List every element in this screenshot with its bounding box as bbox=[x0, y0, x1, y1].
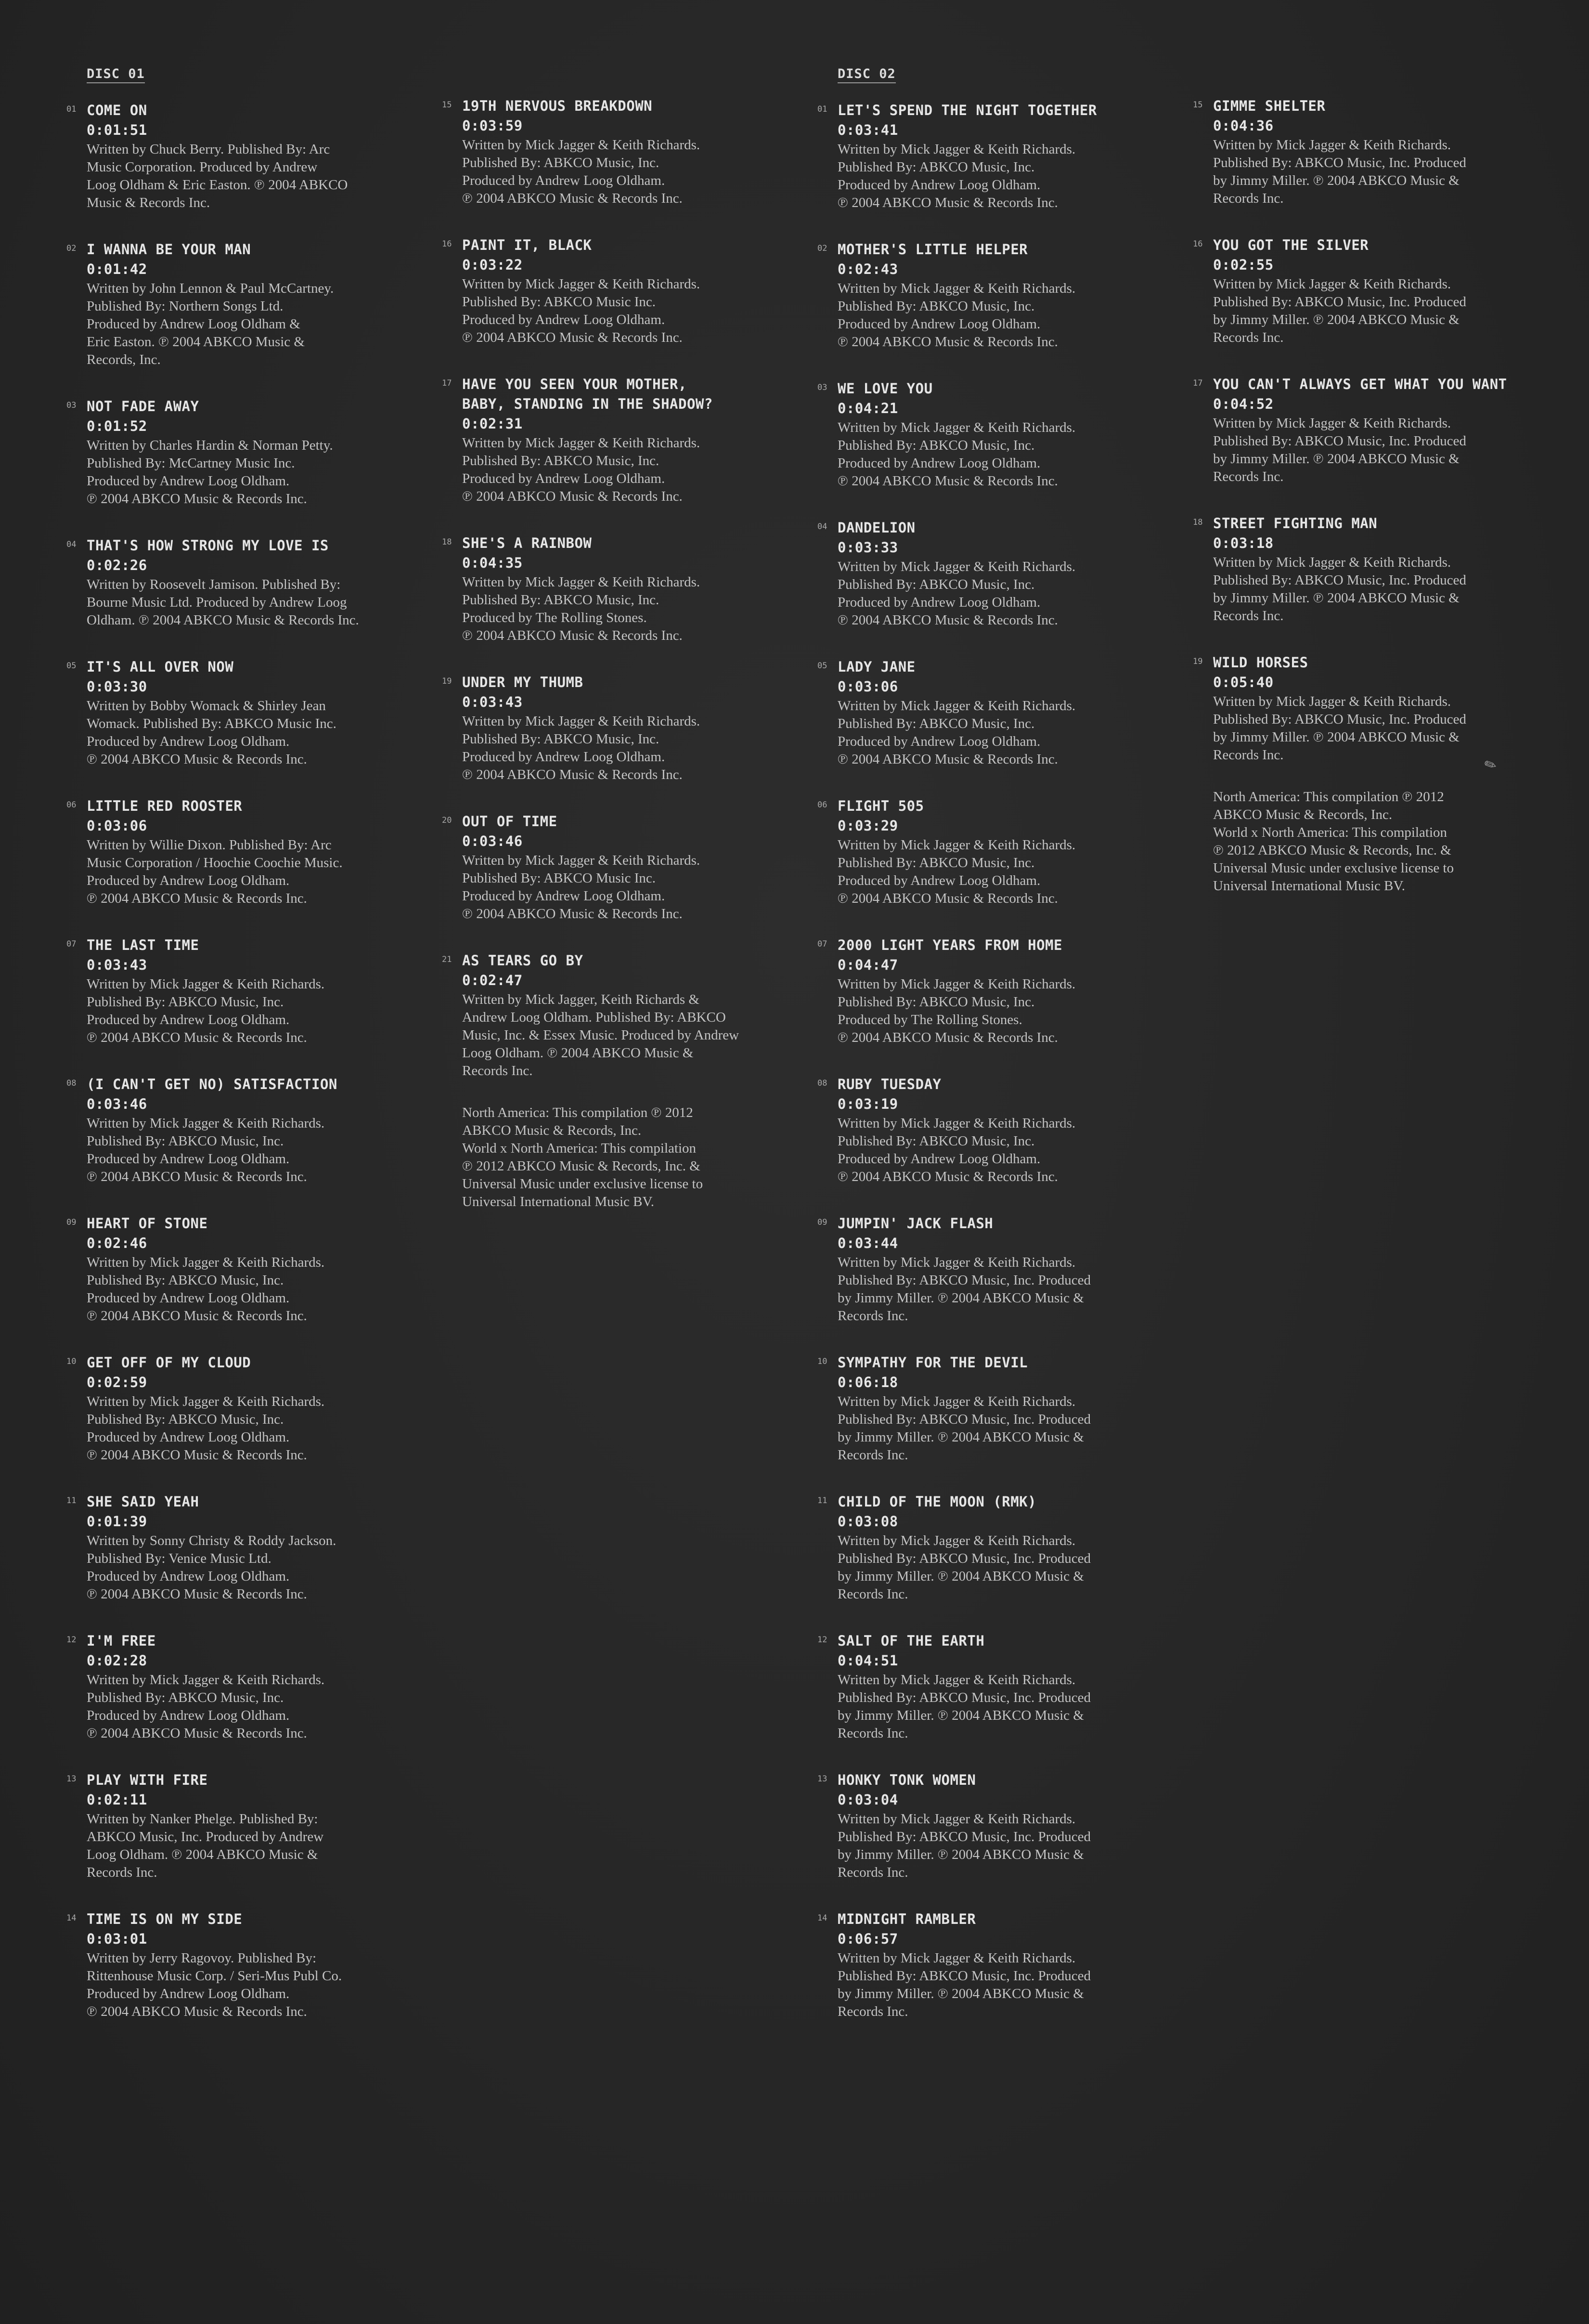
track-item bbox=[817, 1214, 1154, 1325]
track-item bbox=[1193, 653, 1530, 764]
track-duration: 0:04:52 bbox=[1213, 396, 1274, 412]
track-duration: 0:02:11 bbox=[87, 1792, 147, 1808]
track-item bbox=[66, 1770, 403, 1882]
track-item bbox=[817, 1353, 1154, 1464]
track-number: 17 bbox=[1193, 378, 1203, 388]
track-item bbox=[66, 657, 403, 768]
tracklist bbox=[442, 96, 779, 1211]
track-item bbox=[66, 1909, 403, 2021]
track-item bbox=[66, 240, 403, 369]
track-duration: 0:03:06 bbox=[87, 818, 147, 834]
disc-2-column-1 bbox=[817, 66, 1154, 2049]
track-item bbox=[66, 935, 403, 1047]
track-credit: Written by Mick Jagger & Keith Richards. Published By: ABKCO Music, Inc. Produced by Andrew Loog Oldham. ℗ 2004 ABKCO Music & Records Inc. bbox=[838, 1116, 1076, 1184]
track-credit: Written by Mick Jagger & Keith Richards. Published By: ABKCO Music, Inc. Produced by The Rolling Stones. ℗ 2004 ABKCO Music & Records Inc. bbox=[462, 574, 700, 643]
track-duration: 0:02:31 bbox=[462, 415, 523, 432]
track-credit: Written by Mick Jagger & Keith Richards. Published By: ABKCO Music, Inc. Produced by Andrew Loog Oldham. ℗ 2004 ABKCO Music & Records Inc. bbox=[838, 698, 1076, 767]
tracklist bbox=[1193, 96, 1530, 895]
track-title: JUMPIN' JACK FLASH bbox=[838, 1215, 994, 1232]
track-duration: 0:03:19 bbox=[838, 1096, 898, 1112]
track-number: 09 bbox=[66, 1218, 77, 1227]
track-item bbox=[1193, 375, 1530, 486]
track-title: HAVE YOU SEEN YOUR MOTHER, BABY, STANDING IN THE SHADOW? bbox=[462, 376, 713, 412]
track-credit: Written by Mick Jagger & Keith Richards. Published By: ABKCO Music, Inc. Produced by Andrew Loog Oldham. ℗ 2004 ABKCO Music & Records Inc. bbox=[87, 1394, 325, 1463]
track-item bbox=[66, 1075, 403, 1186]
track-title: WE LOVE YOU bbox=[838, 380, 933, 397]
track-credit: Written by Mick Jagger & Keith Richards. Published By: ABKCO Music, Inc. Produced by Andrew Loog Oldham. ℗ 2004 ABKCO Music & Records Inc. bbox=[462, 435, 700, 504]
track-item bbox=[66, 101, 403, 212]
track-title: SALT OF THE EARTH bbox=[838, 1633, 985, 1649]
track-credit: Written by Mick Jagger, Keith Richards & Andrew Loog Oldham. Published By: ABKCO Music, Inc. & Essex Music. Produced by Andrew Loog Oldham. ℗ 2004 ABKCO Music & Records Inc. bbox=[462, 992, 739, 1078]
track-item bbox=[442, 951, 779, 1080]
track-number: 11 bbox=[817, 1496, 827, 1506]
track-number: 15 bbox=[442, 100, 452, 110]
track-duration: 0:02:59 bbox=[87, 1374, 147, 1390]
track-number: 14 bbox=[817, 1913, 827, 1923]
track-number: 18 bbox=[442, 537, 452, 547]
track-number: 19 bbox=[442, 676, 452, 686]
track-credit: Written by Mick Jagger & Keith Richards. Published By: ABKCO Music, Inc. Produced by Jimmy Miller. ℗ 2004 ABKCO Music & Records Inc. bbox=[838, 1811, 1091, 1880]
track-title: I'M FREE bbox=[87, 1633, 156, 1649]
track-item bbox=[66, 1631, 403, 1742]
track-item bbox=[817, 657, 1154, 768]
track-duration: 0:03:29 bbox=[838, 818, 898, 834]
track-credit: Written by Mick Jagger & Keith Richards. Published By: ABKCO Music, Inc. Produced by Jimmy Miller. ℗ 2004 ABKCO Music & Records Inc. bbox=[1213, 555, 1467, 623]
track-credit: Written by Mick Jagger & Keith Richards. Published By: ABKCO Music, Inc. Produced by Andrew Loog Oldham. ℗ 2004 ABKCO Music & Records Inc. bbox=[87, 976, 325, 1045]
track-number: 02 bbox=[817, 244, 827, 253]
track-title: LET'S SPEND THE NIGHT TOGETHER bbox=[838, 102, 1097, 118]
track-item bbox=[442, 812, 779, 923]
track-credit: Written by Roosevelt Jamison. Published By: Bourne Music Ltd. Produced by Andrew Loog Oldham. ℗ 2004 ABKCO Music & Records Inc. bbox=[87, 577, 359, 628]
track-title: YOU CAN'T ALWAYS GET WHAT YOU WANT bbox=[1213, 376, 1507, 392]
track-title: CHILD OF THE MOON (RMK) bbox=[838, 1493, 1037, 1510]
track-duration: 0:04:21 bbox=[838, 400, 898, 416]
track-duration: 0:03:41 bbox=[838, 122, 898, 138]
track-title: MOTHER'S LITTLE HELPER bbox=[838, 241, 1028, 258]
track-item bbox=[817, 1075, 1154, 1186]
track-title: GIMME SHELTER bbox=[1213, 98, 1326, 114]
track-duration: 0:03:43 bbox=[462, 694, 523, 710]
track-duration: 0:05:40 bbox=[1213, 674, 1274, 690]
track-duration: 0:06:18 bbox=[838, 1374, 898, 1390]
track-credit: Written by Chuck Berry. Published By: Arc Music Corporation. Produced by Andrew Loog Oldham & Eric Easton. ℗ 2004 ABKCO Music & Records Inc. bbox=[87, 142, 348, 210]
track-duration: 0:03:59 bbox=[462, 117, 523, 134]
track-credit: Written by Mick Jagger & Keith Richards. Published By: ABKCO Music, Inc. Produced by Jimmy Miller. ℗ 2004 ABKCO Music & Records Inc. bbox=[1213, 137, 1467, 206]
track-item bbox=[442, 96, 779, 208]
disc-1-column-2 bbox=[442, 66, 779, 1211]
track-title: FLIGHT 505 bbox=[838, 798, 924, 814]
pencil-icon: ✎ bbox=[1481, 755, 1500, 776]
track-duration: 0:02:28 bbox=[87, 1652, 147, 1669]
track-credit: Written by Mick Jagger & Keith Richards. Published By: ABKCO Music, Inc. Produced by Jimmy Miller. ℗ 2004 ABKCO Music & Records Inc. bbox=[1213, 415, 1467, 484]
track-item bbox=[817, 1909, 1154, 2021]
track-title: IT'S ALL OVER NOW bbox=[87, 659, 234, 675]
track-duration: 0:01:51 bbox=[87, 122, 147, 138]
track-item bbox=[442, 235, 779, 347]
track-duration: 0:03:22 bbox=[462, 257, 523, 273]
track-number: 07 bbox=[66, 939, 77, 949]
track-credit: Written by Mick Jagger & Keith Richards. Published By: ABKCO Music, Inc. Produced by Andrew Loog Oldham. ℗ 2004 ABKCO Music & Records Inc. bbox=[87, 1116, 325, 1184]
disc-label: DISC 02 bbox=[838, 66, 896, 83]
track-duration: 0:02:43 bbox=[838, 261, 898, 277]
track-duration: 0:06:57 bbox=[838, 1931, 898, 1947]
track-credit: Written by Mick Jagger & Keith Richards. Published By: ABKCO Music, Inc. Produced by Jimmy Miller. ℗ 2004 ABKCO Music & Records Inc. bbox=[838, 1672, 1091, 1741]
track-number: 19 bbox=[1193, 657, 1203, 666]
track-title: SHE SAID YEAH bbox=[87, 1493, 199, 1510]
track-title: (I CAN'T GET NO) SATISFACTION bbox=[87, 1076, 337, 1092]
track-title: SYMPATHY FOR THE DEVIL bbox=[838, 1354, 1028, 1371]
track-title: UNDER MY THUMB bbox=[462, 674, 583, 690]
track-credit: Written by Mick Jagger & Keith Richards. Published By: ABKCO Music, Inc. Produced by Andrew Loog Oldham. ℗ 2004 ABKCO Music & Records Inc. bbox=[838, 559, 1076, 628]
track-number: 11 bbox=[66, 1496, 77, 1506]
track-credit: Written by Mick Jagger & Keith Richards. Published By: ABKCO Music, Inc. Produced by Andrew Loog Oldham. ℗ 2004 ABKCO Music & Records Inc. bbox=[87, 1672, 325, 1741]
track-credit: Written by Mick Jagger & Keith Richards. Published By: ABKCO Music, Inc. Produced by Andrew Loog Oldham. ℗ 2004 ABKCO Music & Records Inc. bbox=[462, 137, 700, 206]
track-duration: 0:03:30 bbox=[87, 678, 147, 695]
track-duration: 0:04:51 bbox=[838, 1652, 898, 1669]
track-credit: Written by Mick Jagger & Keith Richards. Published By: ABKCO Music Inc. Produced by Andrew Loog Oldham. ℗ 2004 ABKCO Music & Records Inc. bbox=[462, 276, 700, 345]
track-duration: 0:04:36 bbox=[1213, 117, 1274, 134]
track-number: 17 bbox=[442, 378, 452, 388]
track-number: 01 bbox=[817, 104, 827, 114]
track-title: THAT'S HOW STRONG MY LOVE IS bbox=[87, 537, 329, 554]
track-number: 02 bbox=[66, 244, 77, 253]
track-number: 06 bbox=[817, 800, 827, 810]
track-item bbox=[66, 536, 403, 629]
track-number: 21 bbox=[442, 955, 452, 964]
track-number: 12 bbox=[817, 1635, 827, 1645]
track-title: YOU GOT THE SILVER bbox=[1213, 237, 1369, 253]
track-item bbox=[66, 1214, 403, 1325]
track-number: 04 bbox=[66, 540, 77, 549]
track-credit: Written by Mick Jagger & Keith Richards. Published By: ABKCO Music, Inc. Produced by Andrew Loog Oldham. ℗ 2004 ABKCO Music & Records Inc. bbox=[838, 837, 1076, 906]
track-number: 06 bbox=[66, 800, 77, 810]
track-number: 01 bbox=[66, 104, 77, 114]
track-duration: 0:03:33 bbox=[838, 539, 898, 556]
track-title: NOT FADE AWAY bbox=[87, 398, 199, 415]
track-title: PLAY WITH FIRE bbox=[87, 1772, 208, 1788]
track-item bbox=[66, 1353, 403, 1464]
compilation-copyright-note: North America: This compilation ℗ 2012 ABKCO Music & Records, Inc. World x North America: This compilation ℗ 2012 ABKCO Music & Records, Inc. & Universal Music under exclusive license to Universal International Music BV. bbox=[1213, 789, 1454, 894]
track-duration: 0:02:46 bbox=[87, 1235, 147, 1251]
disc-label: DISC 01 bbox=[87, 66, 145, 83]
track-title: MIDNIGHT RAMBLER bbox=[838, 1911, 976, 1927]
track-credit: Written by Mick Jagger & Keith Richards. Published By: ABKCO Music, Inc. Produced by Jimmy Miller. ℗ 2004 ABKCO Music & Records Inc. bbox=[1213, 694, 1467, 763]
track-duration: 0:02:47 bbox=[462, 972, 523, 988]
track-credit: Written by Mick Jagger & Keith Richards. Published By: ABKCO Music, Inc. Produced by Andrew Loog Oldham. ℗ 2004 ABKCO Music & Records Inc. bbox=[838, 142, 1076, 210]
track-duration: 0:03:44 bbox=[838, 1235, 898, 1251]
track-item bbox=[442, 673, 779, 784]
track-title: GET OFF OF MY CLOUD bbox=[87, 1354, 251, 1371]
track-duration: 0:03:46 bbox=[462, 833, 523, 849]
track-item bbox=[442, 375, 779, 506]
track-item bbox=[442, 533, 779, 645]
track-title: HEART OF STONE bbox=[87, 1215, 208, 1232]
tracklist bbox=[817, 101, 1154, 2021]
track-number: 13 bbox=[66, 1774, 77, 1784]
track-title: HONKY TONK WOMEN bbox=[838, 1772, 976, 1788]
track-duration: 0:03:04 bbox=[838, 1792, 898, 1808]
track-number: 18 bbox=[1193, 518, 1203, 527]
track-duration: 0:01:39 bbox=[87, 1513, 147, 1530]
track-duration: 0:04:35 bbox=[462, 555, 523, 571]
track-title: 19TH NERVOUS BREAKDOWN bbox=[462, 98, 653, 114]
track-item bbox=[817, 796, 1154, 908]
track-title: TIME IS ON MY SIDE bbox=[87, 1911, 243, 1927]
compilation-copyright-note: North America: This compilation ℗ 2012 ABKCO Music & Records, Inc. World x North America: This compilation ℗ 2012 ABKCO Music & Records, Inc. & Universal Music under exclusive license to Universal International Music BV. bbox=[462, 1105, 703, 1209]
track-title: LITTLE RED ROOSTER bbox=[87, 798, 243, 814]
track-credit: Written by Mick Jagger & Keith Richards. Published By: ABKCO Music, Inc. Produced by Andrew Loog Oldham. ℗ 2004 ABKCO Music & Records Inc. bbox=[838, 420, 1076, 489]
track-credit: Written by Mick Jagger & Keith Richards. Published By: ABKCO Music, Inc. Produced by Andrew Loog Oldham. ℗ 2004 ABKCO Music & Records Inc. bbox=[462, 714, 700, 782]
track-title: STREET FIGHTING MAN bbox=[1213, 515, 1378, 532]
track-title: COME ON bbox=[87, 102, 147, 118]
track-credit: Written by Mick Jagger & Keith Richards. Published By: ABKCO Music, Inc. Produced by The Rolling Stones. ℗ 2004 ABKCO Music & Records Inc. bbox=[838, 976, 1076, 1045]
track-duration: 0:01:52 bbox=[87, 418, 147, 434]
track-title: WILD HORSES bbox=[1213, 654, 1308, 671]
track-number: 08 bbox=[66, 1078, 77, 1088]
track-number: 14 bbox=[66, 1913, 77, 1923]
track-duration: 0:03:43 bbox=[87, 957, 147, 973]
track-credit: Written by Mick Jagger & Keith Richards. Published By: ABKCO Music, Inc. Produced by Jimmy Miller. ℗ 2004 ABKCO Music & Records Inc. bbox=[838, 1533, 1091, 1602]
track-title: AS TEARS GO BY bbox=[462, 952, 583, 969]
track-number: 10 bbox=[817, 1357, 827, 1366]
track-duration: 0:02:55 bbox=[1213, 257, 1274, 273]
track-credit: Written by Mick Jagger & Keith Richards. Published By: ABKCO Music, Inc. Produced by Jimmy Miller. ℗ 2004 ABKCO Music & Records Inc. bbox=[838, 1394, 1091, 1463]
track-credit: Written by Bobby Womack & Shirley Jean Womack. Published By: ABKCO Music Inc. Produced by Andrew Loog Oldham. ℗ 2004 ABKCO Music & Records Inc. bbox=[87, 698, 336, 767]
track-duration: 0:03:46 bbox=[87, 1096, 147, 1112]
track-number: 15 bbox=[1193, 100, 1203, 110]
track-item bbox=[817, 1770, 1154, 1882]
track-number: 16 bbox=[442, 239, 452, 249]
track-number: 16 bbox=[1193, 239, 1203, 249]
track-credit: Written by Mick Jagger & Keith Richards. Published By: ABKCO Music, Inc. Produced by Jimmy Miller. ℗ 2004 ABKCO Music & Records Inc. bbox=[838, 1950, 1091, 2019]
track-credit: Written by Mick Jagger & Keith Richards. Published By: ABKCO Music, Inc. Produced by Jimmy Miller. ℗ 2004 ABKCO Music & Records Inc. bbox=[838, 1255, 1091, 1324]
track-title: LADY JANE bbox=[838, 659, 916, 675]
track-item bbox=[817, 935, 1154, 1047]
track-credit: Written by John Lennon & Paul McCartney. Published By: Northern Songs Ltd. Produced by Andrew Loog Oldham & Eric Easton. ℗ 2004 ABKCO Music & Records, Inc. bbox=[87, 281, 334, 367]
track-credit: Written by Mick Jagger & Keith Richards. Published By: ABKCO Music, Inc. Produced by Andrew Loog Oldham. ℗ 2004 ABKCO Music & Records Inc. bbox=[87, 1255, 325, 1324]
track-duration: 0:03:06 bbox=[838, 678, 898, 695]
track-item bbox=[817, 101, 1154, 212]
track-credit: Written by Mick Jagger & Keith Richards. Published By: ABKCO Music, Inc. Produced by Andrew Loog Oldham. ℗ 2004 ABKCO Music & Records Inc. bbox=[838, 281, 1076, 350]
track-number: 10 bbox=[66, 1357, 77, 1366]
track-item bbox=[817, 379, 1154, 490]
track-credit: Written by Jerry Ragovoy. Published By: Rittenhouse Music Corp. / Seri-Mus Publ Co. Produced by Andrew Loog Oldham. ℗ 2004 ABKCO Music & Records Inc. bbox=[87, 1950, 342, 2019]
track-number: 05 bbox=[817, 661, 827, 671]
track-number: 07 bbox=[817, 939, 827, 949]
track-credit: Written by Nanker Phelge. Published By: ABKCO Music, Inc. Produced by Andrew Loog Oldham. ℗ 2004 ABKCO Music & Records Inc. bbox=[87, 1811, 324, 1880]
disc-2-column-2 bbox=[1193, 66, 1530, 895]
track-title: SHE'S A RAINBOW bbox=[462, 535, 592, 551]
track-duration: 0:03:18 bbox=[1213, 535, 1274, 551]
track-number: 03 bbox=[66, 401, 77, 410]
track-item bbox=[1193, 235, 1530, 347]
track-credit: Written by Sonny Christy & Roddy Jackson. Published By: Venice Music Ltd. Produced by Andrew Loog Oldham. ℗ 2004 ABKCO Music & Records Inc. bbox=[87, 1533, 336, 1602]
track-duration: 0:01:42 bbox=[87, 261, 147, 277]
track-item bbox=[66, 397, 403, 508]
track-credit: Written by Willie Dixon. Published By: Arc Music Corporation / Hoochie Coochie Music. Produced by Andrew Loog Oldham. ℗ 2004 ABKCO Music & Records Inc. bbox=[87, 837, 343, 906]
track-credit: Written by Mick Jagger & Keith Richards. Published By: ABKCO Music, Inc. Produced by Jimmy Miller. ℗ 2004 ABKCO Music & Records Inc. bbox=[1213, 276, 1467, 345]
track-title: I WANNA BE YOUR MAN bbox=[87, 241, 251, 258]
track-number: 08 bbox=[817, 1078, 827, 1088]
track-number: 03 bbox=[817, 383, 827, 392]
track-number: 20 bbox=[442, 816, 452, 825]
track-credit: Written by Charles Hardin & Norman Petty. Published By: McCartney Music Inc. Produced by Andrew Loog Oldham. ℗ 2004 ABKCO Music & Records Inc. bbox=[87, 438, 333, 506]
track-item bbox=[817, 1492, 1154, 1603]
track-title: OUT OF TIME bbox=[462, 813, 557, 830]
track-number: 09 bbox=[817, 1218, 827, 1227]
track-item bbox=[817, 1631, 1154, 1742]
track-number: 13 bbox=[817, 1774, 827, 1784]
track-number: 05 bbox=[66, 661, 77, 671]
track-item bbox=[1193, 514, 1530, 625]
track-credit: Written by Mick Jagger & Keith Richards. Published By: ABKCO Music Inc. Produced by Andrew Loog Oldham. ℗ 2004 ABKCO Music & Records Inc. bbox=[462, 853, 700, 922]
track-item bbox=[66, 1492, 403, 1603]
track-title: THE LAST TIME bbox=[87, 937, 199, 953]
track-item bbox=[66, 796, 403, 908]
track-number: 04 bbox=[817, 522, 827, 532]
track-item bbox=[817, 518, 1154, 629]
track-item bbox=[817, 240, 1154, 351]
track-item bbox=[1193, 96, 1530, 208]
track-title: PAINT IT, BLACK bbox=[462, 237, 592, 253]
track-title: DANDELION bbox=[838, 519, 916, 536]
track-title: RUBY TUESDAY bbox=[838, 1076, 942, 1092]
disc-1-column-1 bbox=[66, 66, 403, 2049]
track-duration: 0:04:47 bbox=[838, 957, 898, 973]
track-duration: 0:02:26 bbox=[87, 557, 147, 573]
track-number: 12 bbox=[66, 1635, 77, 1645]
tracklist bbox=[66, 101, 403, 2021]
track-duration: 0:03:01 bbox=[87, 1931, 147, 1947]
track-title: 2000 LIGHT YEARS FROM HOME bbox=[838, 937, 1062, 953]
track-duration: 0:03:08 bbox=[838, 1513, 898, 1530]
